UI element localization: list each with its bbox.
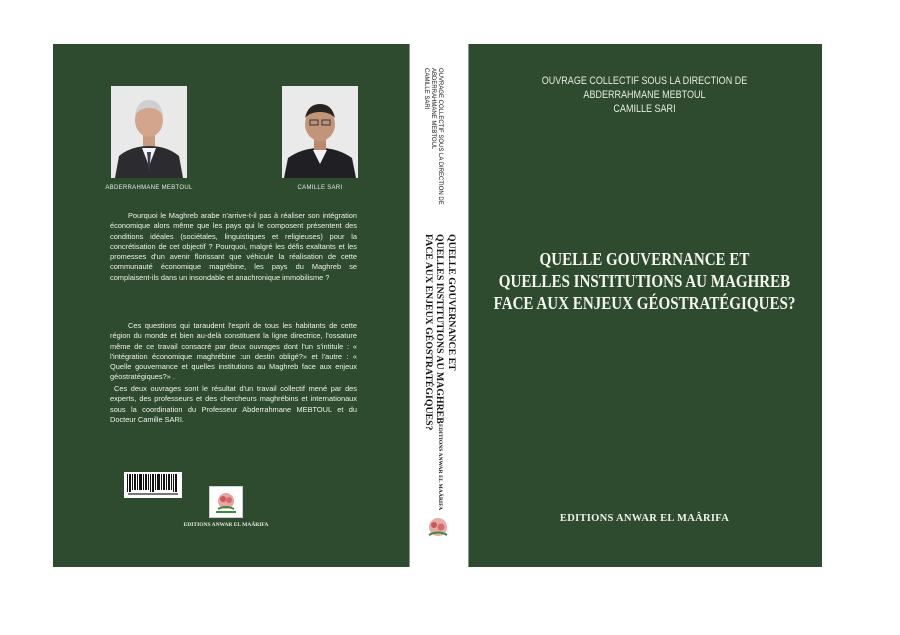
front-title-line-2: QUELLES INSTITUTIONS AU MAGHREB bbox=[498, 271, 791, 291]
isbn-barcode bbox=[124, 472, 182, 498]
front-direction-line-3: CAMILLE SARI bbox=[613, 103, 676, 115]
spine-title-line-1: QUELLE GOUVERNANCE ET bbox=[446, 234, 457, 371]
back-cover bbox=[53, 44, 409, 567]
spine-publisher: EDITIONS ANWAR EL MAÂRIFA bbox=[437, 424, 443, 511]
book-cover-spread bbox=[53, 44, 822, 567]
back-paragraph-3: Ces deux ouvrages sont le résultat d'un travail collectif mené par des experts, des professeurs et des chercheurs maghrébins et internationaux sous la coordination du Professeur Abderrahmane MEBTOUL et du Docteur Camille SARI. bbox=[110, 384, 357, 424]
spine-direction-line-2: ABDERRAHMANE MEBTOUL bbox=[430, 68, 436, 150]
front-direction-line-2: ABDERRAHMANE MEBTOUL bbox=[583, 89, 706, 101]
author-caption-sari: CAMILLE SARI bbox=[297, 185, 343, 191]
front-cover bbox=[467, 44, 822, 567]
front-direction bbox=[499, 74, 790, 116]
spine-direction-line-1: OUVRAGE COLLECTIF SOUS LA DIRECTION DE bbox=[437, 68, 443, 205]
front-title-line-1: QUELLE GOUVERNANCE ET bbox=[539, 249, 750, 269]
publisher-logo-spine bbox=[422, 513, 454, 543]
spine-direction bbox=[422, 68, 443, 205]
author-photo-mebtoul bbox=[111, 86, 187, 178]
book-spine bbox=[409, 44, 469, 567]
back-publisher-name: EDITIONS ANWAR EL MAÂRIFA bbox=[183, 522, 269, 528]
spine-title-line-3: FACE AUX ENJEUX GÉOSTRATÉGIQUES? bbox=[423, 234, 434, 431]
front-direction-line-1: OUVRAGE COLLECTIF SOUS LA DIRECTION DE bbox=[541, 75, 748, 87]
front-publisher-name: EDITIONS ANWAR EL MAÂRIFA bbox=[559, 513, 730, 524]
spine-direction-line-3: CAMILLE SARI bbox=[423, 68, 429, 110]
flower-emblem-icon bbox=[424, 515, 452, 541]
author-caption-mebtoul: ABDERRAHMANE MEBTOUL bbox=[105, 185, 193, 191]
spine-title-line-2: QUELLES INSTITUTIONS AU MAGHREB bbox=[434, 234, 446, 424]
publisher-logo-back bbox=[209, 486, 243, 518]
back-paragraph-2: Ces questions qui taraudent l'esprit de tous les habitants de cette région du monde et bien au-delà constituent la ligne directrice, l'ossature même de ce travail consacré par deux ouvrages dont l'un s'intitule : « l'intégration économique maghrébine :un destin obligé?» et l'autre : « Quelle gouvernance et quelles institutions au Maghreb face aux enjeux géostratégiques?» . bbox=[110, 321, 357, 382]
front-title-line-3: FACE AUX ENJEUX GÉOSTRATÉGIQUES? bbox=[493, 293, 796, 313]
front-title bbox=[492, 248, 797, 314]
back-paragraph-1: Pourquoi le Maghreb arabe n'arrive-t-il pas à réaliser son intégration économique alors même que les pays qui le composent présentent des conditions idéales (sociétales, linguistiques et religieuses) pour la concrétisation de cet objectif ? Pourquoi, malgré les défis exaltants et les promesses d'un avenir florissant que véhicule la réalisation de cette communauté économique magrébine, les pays du Maghreb se complaisent-ils dans un insondable et anachronique immobilisme ? bbox=[110, 211, 357, 282]
author-photo-sari bbox=[282, 86, 358, 178]
spine-title bbox=[423, 234, 458, 430]
flower-emblem-icon bbox=[212, 489, 240, 515]
